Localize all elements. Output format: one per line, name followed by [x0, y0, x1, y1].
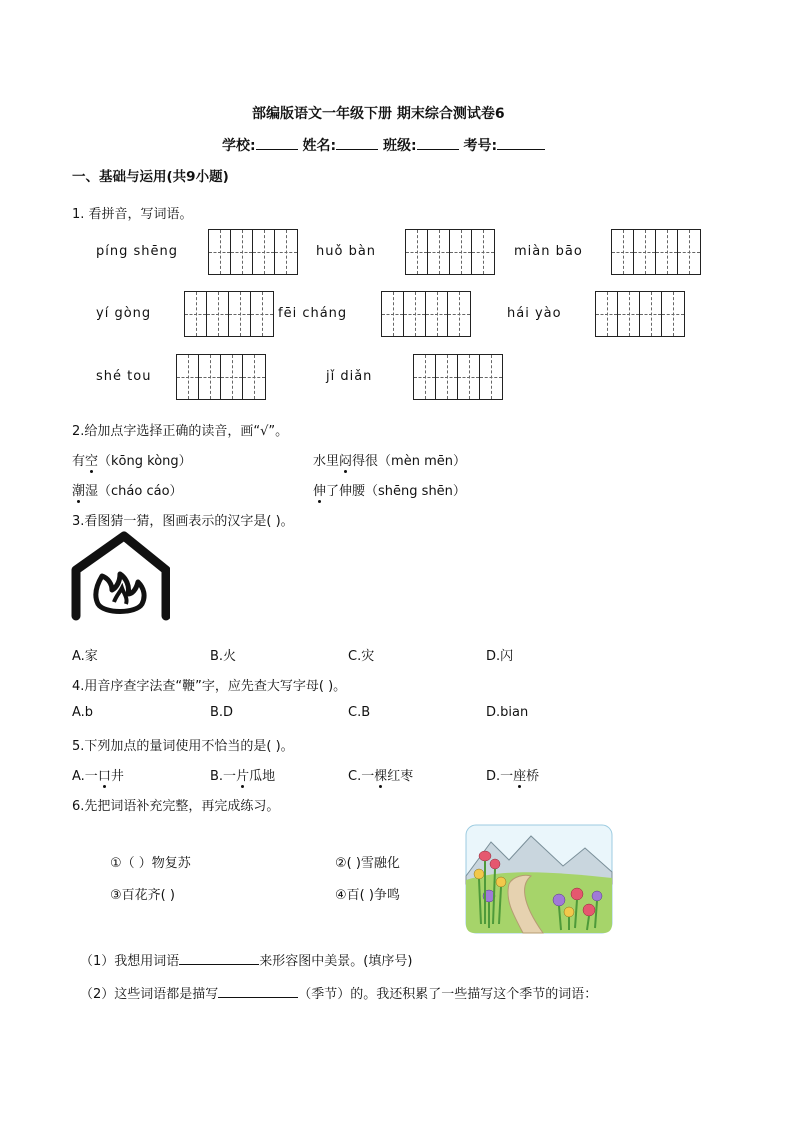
q3-option-a[interactable]: A.家: [72, 649, 98, 664]
q2-item[interactable]: 有空（kōng kòng）: [72, 454, 192, 469]
q1-pinyin: hái yào: [507, 306, 562, 321]
q6-blank-item[interactable]: ②( )雪融化: [335, 856, 400, 871]
class-label: 班级:: [382, 138, 417, 154]
student-info-line: [222, 135, 545, 155]
q1-writing-box[interactable]: [413, 354, 503, 400]
name-blank[interactable]: [336, 137, 378, 150]
q4-option-a[interactable]: A.b: [72, 705, 94, 720]
q1-writing-box[interactable]: [611, 229, 701, 275]
q3-prompt: 3.看图猜一猜，图画表示的汉字是( )。: [72, 514, 294, 529]
q5-option-d[interactable]: D.一座桥: [486, 769, 540, 784]
school-blank[interactable]: [256, 137, 298, 150]
q6-sub1: （1）我想用词语 来形容图中美景。(填序号): [80, 954, 413, 969]
q5-prompt: 5.下列加点的量词使用不恰当的是( )。: [72, 739, 294, 754]
exam-number-label: 考号:: [463, 138, 498, 154]
q6-blank-item[interactable]: ④百( )争鸣: [335, 888, 400, 903]
q1-pinyin: shé tou: [96, 369, 152, 384]
section-heading: 一、基础与运用(共9小题): [72, 169, 229, 185]
q3-option-c[interactable]: C.灾: [348, 649, 375, 664]
q6-prompt: 6.先把词语补充完整，再完成练习。: [72, 799, 280, 814]
q3-option-d[interactable]: D.闪: [486, 649, 514, 664]
q1-pinyin: jǐ diǎn: [326, 369, 373, 384]
q4-option-b[interactable]: B.D: [210, 705, 234, 720]
q5-option-b[interactable]: B.一片瓜地: [210, 769, 276, 784]
q2-item[interactable]: 伸了伸腰（shēng shēn）: [313, 484, 466, 499]
q5-option-c[interactable]: C.一棵红枣: [348, 769, 414, 784]
q1-pinyin: fēi cháng: [278, 306, 348, 321]
q2-item[interactable]: 水里闷得很（mèn mēn）: [313, 454, 466, 469]
q1-writing-box[interactable]: [176, 354, 266, 400]
q1-pinyin: huǒ bàn: [316, 244, 377, 259]
q1-writing-box[interactable]: [405, 229, 495, 275]
q4-option-d[interactable]: D.bian: [486, 705, 529, 720]
exam-number-blank[interactable]: [497, 137, 545, 150]
q6-blank-item[interactable]: ③百花齐( ): [110, 888, 175, 903]
q1-writing-box[interactable]: [184, 291, 274, 337]
q2-item[interactable]: 潮湿（cháo cáo）: [72, 484, 183, 499]
q1-writing-box[interactable]: [595, 291, 685, 337]
spring-scene-image: [465, 824, 613, 934]
q2-prompt: 2.给加点字选择正确的读音，画“√”。: [72, 424, 289, 439]
q6-blank-item[interactable]: ①（ ）物复苏: [110, 856, 191, 871]
q6-sub2-blank[interactable]: [218, 985, 298, 998]
page-title: 部编版语文一年级下册 期末综合测试卷6: [252, 106, 505, 122]
q1-pinyin: píng shēng: [96, 244, 178, 259]
school-label: 学校:: [222, 138, 256, 154]
q4-prompt: 4.用音序查字法查“鞭”字，应先查大写字母( )。: [72, 679, 347, 694]
name-label: 姓名:: [302, 138, 337, 154]
q5-option-a[interactable]: A.一口井: [72, 769, 124, 784]
q1-writing-box[interactable]: [381, 291, 471, 337]
q1-prompt: 1. 看拼音，写词语。: [72, 207, 193, 222]
q3-option-b[interactable]: B.火: [210, 649, 237, 664]
q1-pinyin: yí gòng: [96, 306, 152, 321]
class-blank[interactable]: [417, 137, 459, 150]
ancient-character-image: [70, 530, 170, 622]
q1-writing-box[interactable]: [208, 229, 298, 275]
q1-pinyin: miàn bāo: [514, 244, 583, 259]
q6-sub1-blank[interactable]: [179, 952, 259, 965]
q4-option-c[interactable]: C.B: [348, 705, 371, 720]
q6-sub2: （2）这些词语都是描写 （季节）的。我还积累了一些描写这个季节的词语：: [80, 987, 598, 1002]
